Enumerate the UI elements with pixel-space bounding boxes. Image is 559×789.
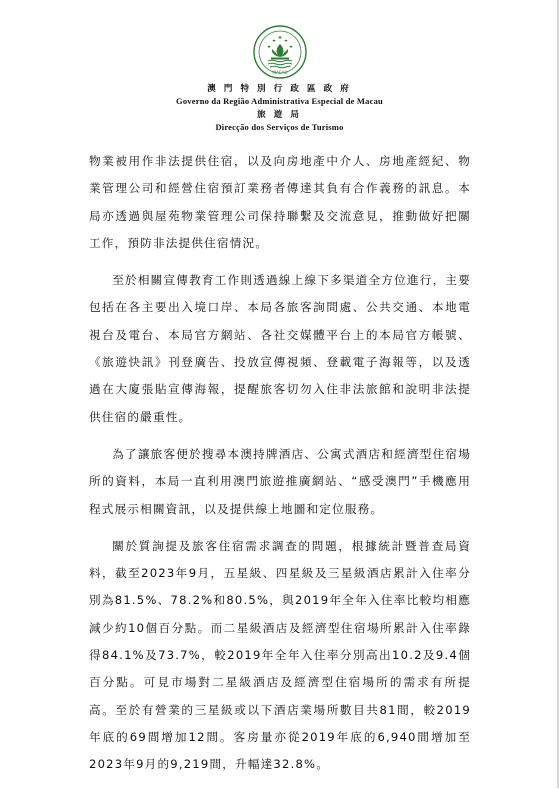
letterhead [0, 24, 559, 134]
government-name-cn: 澳 門 特 別 行 政 區 政 府 [207, 83, 352, 93]
emblem-text: MACAU [271, 70, 288, 75]
document-body [89, 148, 471, 789]
paragraph-4: 關於質詢提及旅客住宿需求調查的問題，根據統計暨普查局資料，截至2023年9月，五星級、四星級及三星級酒店累計入住率分別為81.5%、78.2%和80.5%，與2019年全年入住率比較均相應減少約10個百分點。而二星級酒店及經濟型住宿場所累計入住率錄得84.1%及73.7%，較2019年全年入住率分別高出10.2及9.4個百分點。可見市場對二星級酒店及經濟型住宿場所的需求有所提高。至於有營業的三星級或以下酒店業場所數目共81間，較2019年底的69間增加12間。客房量亦從2019年底的6,940間增加至2023年9月的9,219間，升幅達32.8%。 [89, 538, 471, 772]
government-name-pt: Governo da Região Administrativa Especial de Macau [176, 96, 383, 106]
paragraph-3: 為了讓旅客便於搜尋本澳持牌酒店、公寓式酒店和經濟型住宿場所的資料，本局一直利用澳門旅遊推廣網站、“感受澳門”手機應用程式展示相關資訊，以及提供線上地圖和定位服務。 [89, 446, 471, 516]
paragraph-2: 至於相關宣傳教育工作則透過線上線下多渠道全方位進行，主要包括在各主要出入境口岸、本局各旅客詢問處、公共交通、本地電視台及電台、本局官方網站、各社交媒體平台上的本局官方帳號、《旅遊快訊》刊登廣告、投放宣傳視頻、登載電子海報等，以及透過在大廈張貼宣傳海報，提醒旅客切勿入住非法旅館和說明非法提供住宿的嚴重性。 [89, 273, 471, 424]
paragraph-1: 物業被用作非法提供住宿，以及向房地產中介人、房地產經紀、物業管理公司和經營住宿預訂業務者傳達其負有合作義務的訊息。本局亦透過與屋苑物業管理公司保持聯繫及交流意見，推動做好把關工作，預防非法提供住宿情況。 [89, 154, 471, 250]
macau-emblem-icon [252, 24, 308, 80]
department-name-pt: Direcção dos Serviços de Turismo [215, 122, 344, 132]
department-name-cn: 旅 遊 局 [257, 109, 302, 119]
